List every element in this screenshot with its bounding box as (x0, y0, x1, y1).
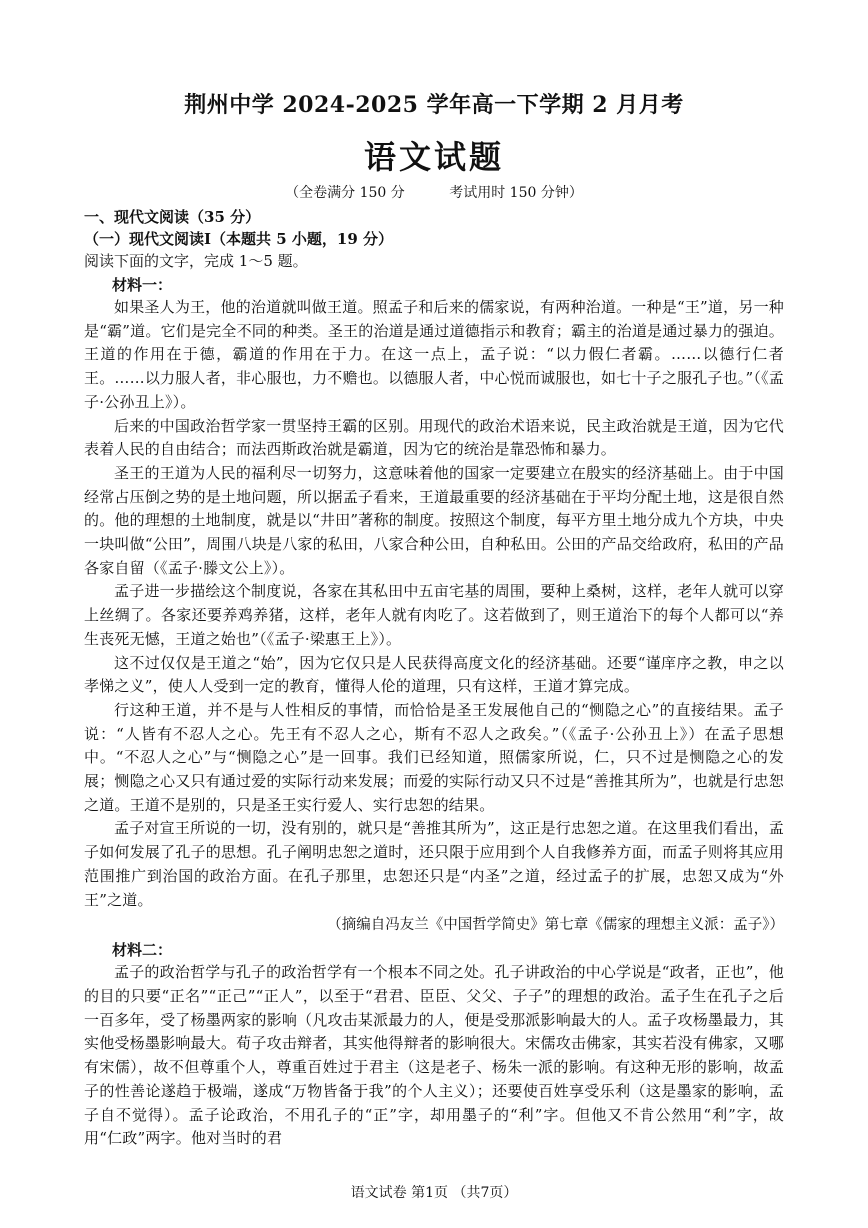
full-score-note: （全卷满分 150 分 (285, 185, 405, 201)
material-1-paragraph: 圣王的王道为人民的福利尽一切努力，这意味着他的国家一定要建立在殷实的经济基础上。由于中国经常占压倒之势的是土地问题，所以据孟子看来，王道最重要的经济基础在于平均分配土地，这是很自然的。他的理想的土地制度，就是以“井田”著称的制度。按照这个制度，每平方里土地分成九个方块，中央一块叫做“公田”，周围八块是八家的私田，八家合种公田，自种私田。公田的产品交给政府，私田的产品各家自留（《孟子·滕文公上》）。 (84, 463, 784, 577)
time-note: 考试用时 150 分钟） (449, 185, 583, 201)
material-2-paragraph: 孟子的政治哲学与孔子的政治哲学有一个根本不同之处。孔子讲政治的中心学说是“政者，正也”，他的目的只要“正名”“正己”“正人”，以至于“君君、臣臣、父父、子子”的理想的政治。孟子生在孔子之后一百多年，受了杨墨两家的影响（凡攻击某派最力的人，便是受那派影响最大的人。孟子攻杨墨最力，其实他受杨墨影响最大。荀子攻击辩者，其实他得辩者的影响很大。宋儒攻击佛家，其实若没有佛家，又哪有宋儒），故不但尊重个人，尊重百姓过于君主（这是老子、杨朱一派的影响。有这种无形的影响，故孟子的性善论遂趋于极端，遂成“万物皆备于我”的个人主义）；还要使百姓享受乐利（这是墨家的影响，孟子自不觉得）。孟子论政治，不用孔子的“正”字，却用墨子的“利”字。但他又不肯公然用“利”字，故用“仁政”两字。他对当时的君 (84, 963, 784, 1148)
instruction-text: 阅读下面的文字，完成 1～5 题。 (84, 252, 308, 270)
section-heading: 一、现代文阅读（35 分） (84, 208, 261, 226)
material-1-label: 材料一： (112, 276, 173, 294)
material-1-paragraph: 孟子进一步描绘这个制度说，各家在其私田中五亩宅基的周围，要种上桑树，这样，老年人就可以穿上丝绸了。各家还要养鸡养猪，这样，老年人就有肉吃了。这若做到了，则王道治下的每个人都可以“养生丧死无憾，王道之始也”（《孟子·梁惠王上》）。 (84, 582, 784, 648)
exam-meta (0, 182, 868, 202)
material-1-paragraph: 后来的中国政治哲学家一贯坚持王霸的区别。用现代的政治术语来说，民主政治就是王道，因为它代表着人民的自由结合；而法西斯政治就是霸道，因为它的统治是靠恐怖和暴力。 (84, 416, 784, 459)
material-1-paragraph: 如果圣人为王，他的治道就叫做王道。照孟子和后来的儒家说，有两种治道。一种是“王”道，另一种是“霸”道。它们是完全不同的种类。圣王的治道是通过道德指示和教育；霸主的治道是通过暴力的强迫。王道的作用在于德，霸道的作用在于力。在这一点上，孟子说：“以力假仁者霸。……以德行仁者王。……以力服人者，非心服也，力不赡也。以德服人者，中心悦而诚服也，如七十子之服孔子也。”（《孟子·公孙丑上》）。 (84, 298, 784, 411)
sub-section-heading: （一）现代文阅读Ⅰ（本题共 5 小题，19 分） (84, 230, 393, 248)
material-2-label: 材料二： (112, 941, 173, 960)
exam-title: 荆州中学 2024-2025 学年高一下学期 2 月月考 (184, 92, 684, 118)
exam-subject-title: 语文试题 (363, 138, 504, 176)
material-1-paragraph: 行这种王道，并不是与人性相反的事情，而恰恰是圣王发展他自己的“恻隐之心”的直接结果。孟子说：“人皆有不忍人之心。先王有不忍人之心，斯有不忍人之政矣。”（《孟子·公孙丑上》）在孟子思想中。“不忍人之心”与“恻隐之心”是一回事。我们已经知道，照儒家所说，仁，只不过是恻隐之心的发展；恻隐之心又只有通过爱的实际行动来发展；而爱的实际行动又只不过是“善推其所为”，也就是行忠恕之道。王道不是别的，只是圣王实行爱人、实行忠恕的结果。 (84, 700, 784, 814)
page-footer: 语文试卷 第1页 （共7页） (350, 1185, 518, 1201)
material-1-paragraph: 这不过仅仅是王道之“始”，因为它仅只是人民获得高度文化的经济基础。还要“谨庠序之教，申之以孝悌之义”，使人人受到一定的教育，懂得人伦的道理，只有这样，王道才算完成。 (84, 653, 784, 696)
material-1-paragraph: 孟子对宣王所说的一切，没有别的，就只是“善推其所为”，这正是行忠恕之道。在这里我们看出，孟子如何发展了孔子的思想。孔子阐明忠恕之道时，还只限于应用到个人自我修养方面，而孟子则将其应用范围推广到治国的政治方面。在孔子那里，忠恕还只是“内圣”之道，经过孟子的扩展，忠恕又成为“外王”之道。 (84, 819, 784, 909)
material-1-source: （摘编自冯友兰《中国哲学简史》第七章《儒家的理想主义派：孟子》） (327, 917, 784, 934)
exam-body (84, 205, 784, 1151)
